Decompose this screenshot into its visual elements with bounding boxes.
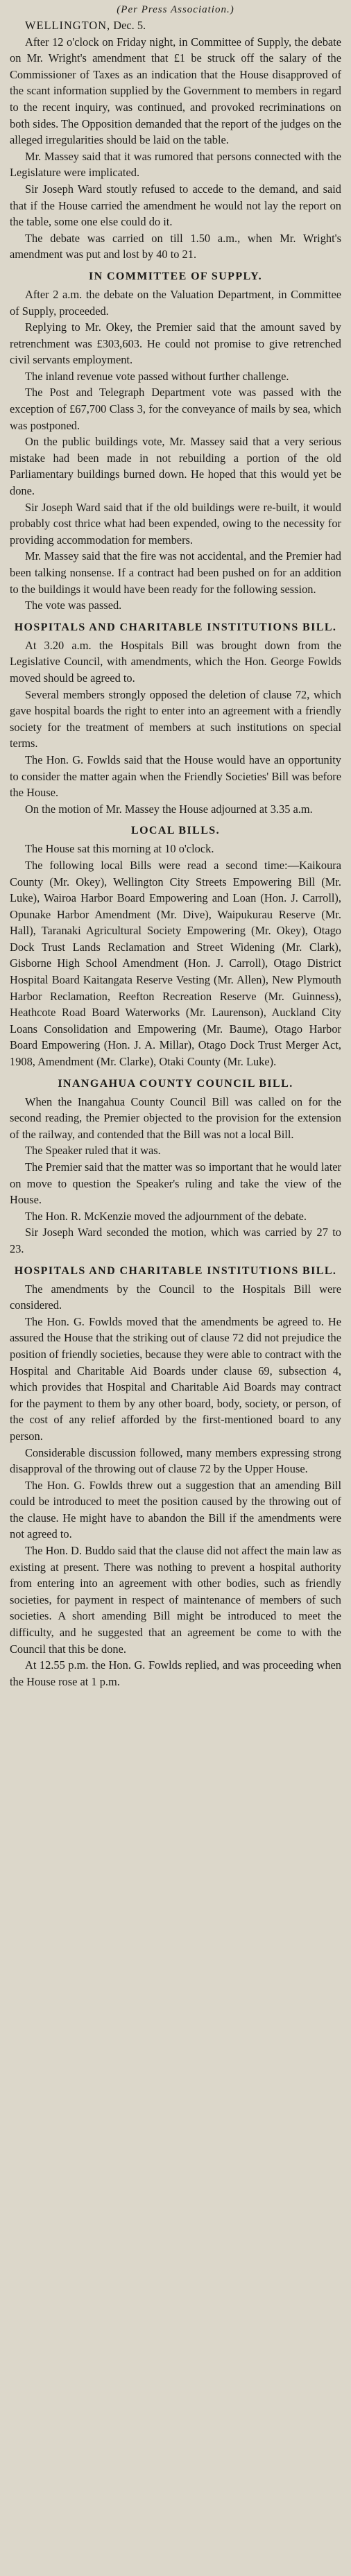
body-paragraph: Sir Joseph Ward stoutly refused to accede to the demand, and said that if the House carried the amendment he would not lay the report on the table, some one else could do it. xyxy=(10,182,341,229)
body-paragraph: After 12 o'clock on Friday night, in Committee of Supply, the debate on Mr. Wright's amendment that £1 be struck off the salary of the Commissioner of Taxes as an indication that the House disapproved of the scant information supplied by the Government to members in regard to the recent inquiry, was continued, and provoked recriminations on both sides. The Opposition demanded that the report of the judges on the alleged irregularities should be laid on the table. xyxy=(10,35,341,147)
body-paragraph: The debate was carried on till 1.50 a.m., when Mr. Wright's amendment was put and lost by 40 to 21. xyxy=(10,231,341,261)
body-paragraph: The Post and Telegraph Department vote was passed with the exception of £67,700 Class 3, for the conveyance of mails by sea, which was postponed. xyxy=(10,386,341,432)
article-section xyxy=(10,621,341,818)
dateline-date: Dec. 5. xyxy=(113,19,146,32)
body-paragraph: The inland revenue vote passed without further challenge. xyxy=(25,369,289,383)
section-heading: HOSPITALS AND CHARITABLE INSTITUTIONS BILL. xyxy=(14,1264,337,1277)
article-sections xyxy=(10,34,341,1690)
section-heading: LOCAL BILLS. xyxy=(131,825,220,837)
section-heading: IN COMMITTEE OF SUPPLY. xyxy=(88,270,262,282)
body-paragraph: On the public buildings vote, Mr. Massey said that a very serious mistake had been made in not rebuilding a portion of the old Parliamentary buildings burned down. He hoped that this would yet be done. xyxy=(10,435,341,498)
article-section xyxy=(10,34,341,263)
body-paragraph: The following local Bills were read a second time:—Kaikoura County (Mr. Okey), Wellington City Streets Empowering Bill (Mr. Luke), Wairoa Harbor Board Empowering and Loan (Hon. J. Carroll), Opunake Harbor Amendment (Mr. Dive), Waipukurau Reserve (Mr. Hall), Taranaki Agricultural Society Empowering (Mr. Okey), Otago Dock Trust Lands Reclamation and Street Widening (Mr. Clark), Gisborne High School Amendment (Hon. J. Carroll), Otago District Hospital Board Kaitangata Reserve Vesting (Mr. Allen), New Plymouth Harbor Reclamation, Reefton Recreation Reserve (Mr. Guinness), Heathcote Road Board Waterworks (Mr. Laurenson), Auckland City Loans Consolidation and Empowering (Mr. Baume), Otago Harbor Board Empowering (Hon. J. A. Millar), Otago Dock Trust Merger Act, 1908, Amendment (Mr. Clarke), Otaki County (Mr. Luke). xyxy=(10,858,341,1069)
body-paragraph: The Hon. D. Buddo said that the clause did not affect the main law as existing at present. There was nothing to prevent a hospital authority from entering into an agreement with other bodies, such as friendly societies, for payment in respect of maintenance of members of such societies. A short amending Bill might be introduced to meet the difficulty, and he suggested that an agreement be come to with the Council that this be done. xyxy=(10,1544,341,1656)
body-paragraph: After 2 a.m. the debate on the Valuation Department, in Committee of Supply, proceeded. xyxy=(10,287,341,318)
body-paragraph: The Premier said that the matter was so important that he would later on move to question the Speaker's ruling and take the view of the House. xyxy=(10,1160,341,1207)
body-paragraph: The Speaker ruled that it was. xyxy=(25,1144,161,1158)
body-paragraph: The Hon. G. Fowlds moved that the amendments be agreed to. He assured the House that the striking out of clause 72 did not prejudice the position of friendly societies, because they were able to contract with the Hospital and Charitable Aid Boards under clause 69, subsection 4, which provides that Hospital and Charitable Aid Boards may contract for the payment to them by any other board, body, society, or person, of the cost of any relief afforded by the first-mentioned board to any person. xyxy=(10,1314,341,1443)
article-section xyxy=(10,1077,341,1257)
body-paragraph: Replying to Mr. Okey, the Premier said that the amount saved by retrenchment was £303,603. He could not promise to give retrenched civil servants employment. xyxy=(10,320,341,367)
body-paragraph: When the Inangahua County Council Bill was called on for the second reading, the Premier objected to the provision for the extension of the railway, and contended that the Bill was not a local Bill. xyxy=(10,1094,341,1141)
body-paragraph: At 12.55 p.m. the Hon. G. Fowlds replied, and was proceeding when the House rose at 1 p.m. xyxy=(10,1658,341,1688)
body-paragraph: On the motion of Mr. Massey the House adjourned at 3.35 a.m. xyxy=(25,802,313,816)
article-section xyxy=(10,824,341,1070)
body-paragraph: The amendments by the Council to the Hospitals Bill were considered. xyxy=(10,1282,341,1312)
body-paragraph: The Hon. G. Fowlds threw out a suggestion that an amending Bill could be introduced to meet the position caused by the throwing out of the clause. He might have to abandon the Bill if the amendments were not agreed to. xyxy=(10,1478,341,1541)
section-heading: INANGAHUA COUNTY COUNCIL BILL. xyxy=(58,1077,293,1090)
body-paragraph: Sir Joseph Ward said that if the old buildings were re-built, it would probably cost thrice what had been expended, owing to the necessity for providing accommodation for members. xyxy=(10,500,341,547)
section-heading: HOSPITALS AND CHARITABLE INSTITUTIONS BILL. xyxy=(14,621,337,633)
dateline xyxy=(10,17,341,34)
body-paragraph: Several members strongly opposed the deletion of clause 72, which gave hospital boards the right to enter into an agreement with a friendly society for the treatment of members at such institutions on special terms. xyxy=(10,687,341,750)
body-paragraph: The Hon. R. McKenzie moved the adjournment of the debate. xyxy=(25,1209,307,1223)
body-paragraph: The Hon. G. Fowlds said that the House would have an opportunity to consider the matter again when the Friendly Societies' Bill was before the House. xyxy=(10,753,341,800)
article-section xyxy=(10,270,341,614)
article-section xyxy=(10,1264,341,1690)
dateline-place: WELLINGTON, xyxy=(25,19,111,32)
body-paragraph: At 3.20 a.m. the Hospitals Bill was brought down from the Legislative Council, with amendments, which the Hon. George Fowlds moved should be agreed to. xyxy=(10,638,341,685)
body-paragraph: Sir Joseph Ward seconded the motion, which was carried by 27 to 23. xyxy=(10,1226,341,1255)
body-paragraph: Considerable discussion followed, many members expressing strong disapproval of the throwing out of clause 72 by the Upper House. xyxy=(10,1445,341,1476)
body-paragraph: Mr. Massey said that it was rumored that persons connected with the Legislature were implicated. xyxy=(10,149,341,180)
body-paragraph: Mr. Massey said that the fire was not accidental, and the Premier had been talking nonsense. If a contract had been pushed on for an addition to the buildings it would have been ready for the following session. xyxy=(10,549,341,596)
press-credit: (Per Press Association.) xyxy=(117,4,234,15)
body-paragraph: The vote was passed. xyxy=(25,599,122,612)
body-paragraph: The House sat this morning at 10 o'clock. xyxy=(25,842,214,856)
